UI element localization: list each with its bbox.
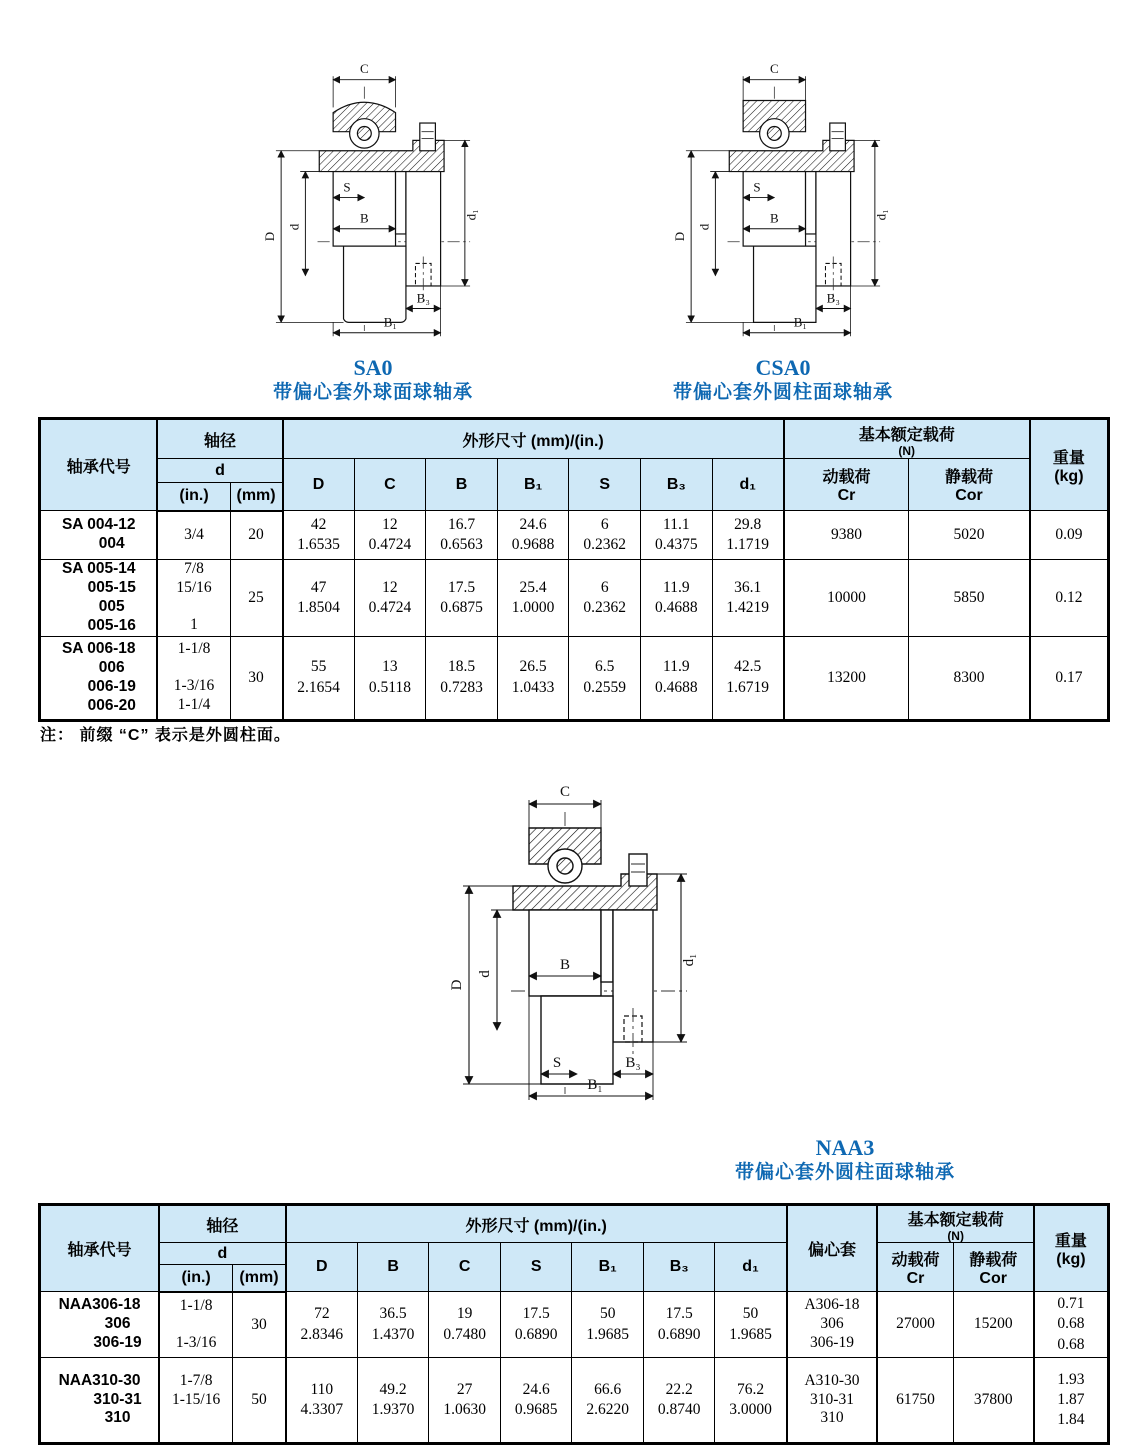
dim-label-C: C — [769, 60, 779, 76]
sa0-title: SA0 — [353, 355, 393, 380]
dim-label-C: C — [359, 60, 369, 76]
dim-cell-C: 12 0.4724 — [354, 511, 426, 560]
col-header-S: S — [569, 459, 641, 511]
col-header-d1: d₁ — [715, 1243, 787, 1292]
col-header-load-group — [877, 1205, 1033, 1243]
d-mm-cell: 50 — [233, 1358, 286, 1444]
dim-cell-B3: 11.9 0.4688 — [641, 636, 713, 720]
col-header-D: D — [286, 1243, 358, 1292]
weight-label: 重量 — [1052, 449, 1085, 467]
col-header-B3: B₃ — [643, 1243, 715, 1292]
d-mm-cell: 30 — [233, 1292, 286, 1358]
cr-cell: 13200 — [784, 636, 909, 720]
col-header-d: d — [157, 459, 282, 483]
dim-label-d1: d₁ — [873, 209, 889, 221]
dim-label-B3: B₃ — [416, 290, 430, 306]
weight-cell: 1.93 1.87 1.84 — [1034, 1358, 1109, 1444]
sa0-subtitle: 带偏心套外球面球轴承 — [272, 382, 473, 404]
cr-cell: 9380 — [784, 511, 909, 560]
dim-cell-d1: 76.2 3.0000 — [715, 1358, 787, 1444]
col-header-load-group — [784, 419, 1030, 459]
dim-label-D: D — [262, 231, 278, 242]
dim-cell-S: 17.5 0.6890 — [500, 1292, 572, 1358]
dim-label-d: d — [286, 223, 302, 231]
col-header-weight — [1030, 419, 1109, 511]
dim-cell-B: 17.5 0.6875 — [426, 560, 498, 637]
dim-label-B: B — [559, 957, 571, 973]
table-row — [40, 1358, 1109, 1444]
load-unit-label: (N) — [947, 1228, 964, 1243]
col-header-d: d — [159, 1243, 286, 1265]
cor-symbol: Cor — [955, 487, 983, 504]
dim-label-C: C — [559, 784, 571, 800]
naa3-drawing — [425, 778, 725, 1118]
col-header-C: C — [429, 1243, 501, 1292]
dim-cell-B: 49.2 1.9370 — [357, 1358, 429, 1444]
weight-cell: 0.71 0.68 0.68 — [1034, 1292, 1109, 1358]
weight-label: 重量 — [1054, 1233, 1087, 1250]
dim-label-B3: B₃ — [826, 290, 840, 306]
dim-cell-B: 16.7 0.6563 — [426, 511, 498, 560]
d-mm-cell: 25 — [230, 560, 282, 637]
dim-label-B1: B₁ — [793, 314, 807, 330]
table-row — [40, 511, 1109, 560]
naa3-title: NAA3 — [815, 1135, 875, 1160]
cr-label: 动载荷 — [822, 469, 871, 486]
dim-cell-B: 36.5 1.4370 — [357, 1292, 429, 1358]
col-header-B1: B₁ — [497, 459, 569, 511]
sleeve-cell: A306-18 306 306-19 — [787, 1292, 878, 1358]
d-in-cell: 1-7/8 1-15/16 — [159, 1358, 233, 1444]
cr-label: 动载荷 — [891, 1251, 940, 1269]
dim-cell-S: 24.6 0.9685 — [500, 1358, 572, 1444]
sa0-drawing — [243, 57, 503, 352]
naa3-title-block — [713, 1136, 977, 1186]
dim-cell-D: 42 1.6535 — [283, 511, 355, 560]
cr-symbol: Cr — [837, 487, 856, 504]
d-in-cell: 7/8 15/16 1 — [157, 560, 230, 637]
load-unit-label: (N) — [898, 443, 916, 458]
dim-label-S: S — [552, 1055, 562, 1071]
load-group-label: 基本额定载荷 — [907, 1211, 1004, 1229]
col-header-D: D — [283, 459, 355, 511]
dim-cell-D: 47 1.8504 — [283, 560, 355, 637]
cor-cell: 5020 — [909, 511, 1030, 560]
dim-label-d: d — [696, 223, 712, 231]
col-header-C: C — [354, 459, 426, 511]
dim-cell-B1: 66.6 2.6220 — [572, 1358, 644, 1444]
cr-cell: 61750 — [877, 1358, 953, 1444]
cr-symbol: Cr — [906, 1269, 925, 1287]
col-header-cr — [784, 459, 909, 511]
cr-cell: 27000 — [877, 1292, 953, 1358]
dim-cell-S: 6 0.2362 — [569, 560, 641, 637]
bearing-code-cell: SA 004-12 004 — [40, 511, 158, 560]
cr-cell: 10000 — [784, 560, 909, 637]
dim-label-D: D — [449, 979, 465, 991]
load-group-label: 基本额定载荷 — [858, 426, 955, 444]
table-row — [40, 636, 1109, 720]
dim-cell-d1: 29.8 1.1719 — [712, 511, 784, 560]
col-header-weight — [1034, 1205, 1109, 1292]
col-header-S: S — [500, 1243, 572, 1292]
bearing-code-cell: SA 006-18 006 006-19 006-20 — [40, 636, 158, 720]
col-header-cor — [953, 1243, 1034, 1292]
dim-cell-D: 72 2.8346 — [286, 1292, 358, 1358]
weight-unit-label: (kg) — [1056, 1251, 1086, 1268]
naa3-subtitle: 带偏心套外圆柱面球轴承 — [734, 1162, 955, 1184]
dim-cell-C: 13 0.5118 — [354, 636, 426, 720]
dim-label-B: B — [359, 210, 369, 226]
cor-label: 静载荷 — [944, 469, 993, 486]
col-header-in: (in.) — [157, 483, 230, 511]
col-header-bearing-code: 轴承代号 — [40, 1205, 160, 1292]
dim-label-S: S — [343, 179, 351, 195]
bearing-code-cell: NAA306-18 306 306-19 — [40, 1292, 160, 1358]
col-header-cr — [877, 1243, 953, 1292]
dim-label-d1: d₁ — [681, 953, 697, 967]
dim-cell-B3: 11.9 0.4688 — [641, 560, 713, 637]
sa0-title-block — [241, 356, 505, 406]
dim-label-B3: B₃ — [625, 1055, 641, 1071]
cor-cell: 5850 — [909, 560, 1030, 637]
dim-label-B1: B₁ — [587, 1077, 603, 1093]
col-header-cor — [909, 459, 1030, 511]
dim-cell-C: 19 0.7480 — [429, 1292, 501, 1358]
dim-cell-d1: 36.1 1.4219 — [712, 560, 784, 637]
bearing-code-cell: SA 005-14 005-15 005 005-16 — [40, 560, 158, 637]
d-mm-cell: 20 — [230, 511, 282, 560]
dim-label-B: B — [769, 210, 779, 226]
dim-cell-B1: 24.6 0.9688 — [497, 511, 569, 560]
dim-label-d: d — [477, 970, 493, 978]
table-naa3-specs — [38, 1203, 1110, 1445]
dim-cell-D: 55 2.1654 — [283, 636, 355, 720]
col-header-B3: B₃ — [641, 459, 713, 511]
weight-cell: 0.12 — [1030, 560, 1109, 637]
csa0-title: CSA0 — [755, 355, 811, 380]
csa0-drawing — [653, 57, 913, 352]
dim-cell-C: 27 1.0630 — [429, 1358, 501, 1444]
cor-label: 静载荷 — [969, 1251, 1018, 1269]
col-header-mm: (mm) — [230, 483, 282, 511]
dim-cell-S: 6.5 0.2559 — [569, 636, 641, 720]
dim-cell-B1: 50 1.9685 — [572, 1292, 644, 1358]
dim-cell-D: 110 4.3307 — [286, 1358, 358, 1444]
weight-cell: 0.17 — [1030, 636, 1109, 720]
dim-cell-B3: 11.1 0.4375 — [641, 511, 713, 560]
dim-label-B1: B₁ — [383, 314, 397, 330]
col-header-in: (in.) — [159, 1265, 233, 1292]
dim-cell-B1: 25.4 1.0000 — [497, 560, 569, 637]
col-header-B1: B₁ — [572, 1243, 644, 1292]
d-in-cell: 1-1/8 1-3/16 1-1/4 — [157, 636, 230, 720]
dim-cell-B3: 17.5 0.6890 — [643, 1292, 715, 1358]
col-header-d1: d₁ — [712, 459, 784, 511]
col-header-sleeve: 偏心套 — [787, 1205, 878, 1292]
csa0-subtitle: 带偏心套外圆柱面球轴承 — [672, 382, 893, 404]
d-mm-cell: 30 — [230, 636, 282, 720]
table-row — [40, 1292, 1109, 1358]
table-sa0-specs — [38, 417, 1110, 722]
col-header-dims-group: 外形尺寸 (mm)/(in.) — [283, 419, 784, 459]
dim-cell-S: 6 0.2362 — [569, 511, 641, 560]
dim-label-d1: d₁ — [463, 209, 479, 221]
cor-cell: 37800 — [953, 1358, 1034, 1444]
col-header-B: B — [426, 459, 498, 511]
col-header-shaft-dia: 轴径 — [159, 1205, 286, 1243]
col-header-dims-group: 外形尺寸 (mm)/(in.) — [286, 1205, 787, 1243]
bearing-code-cell: NAA310-30 310-31 310 — [40, 1358, 160, 1444]
csa0-title-block — [651, 356, 915, 406]
d-in-cell: 1-1/8 1-3/16 — [159, 1292, 233, 1358]
col-header-mm: (mm) — [233, 1265, 286, 1292]
col-header-bearing-code: 轴承代号 — [40, 419, 158, 511]
dim-cell-d1: 50 1.9685 — [715, 1292, 787, 1358]
dim-cell-B1: 26.5 1.0433 — [497, 636, 569, 720]
d-in-cell: 3/4 — [157, 511, 230, 560]
dim-cell-B: 18.5 0.7283 — [426, 636, 498, 720]
table-row — [40, 560, 1109, 637]
weight-unit-label: (kg) — [1054, 467, 1084, 485]
table-note: 注： 前缀 “C” 表示是外圆柱面。 — [40, 727, 291, 744]
dim-label-S: S — [753, 179, 761, 195]
col-header-B: B — [357, 1243, 429, 1292]
weight-cell: 0.09 — [1030, 511, 1109, 560]
sleeve-cell: A310-30 310-31 310 — [787, 1358, 878, 1444]
dim-label-D: D — [672, 231, 688, 242]
col-header-shaft-dia: 轴径 — [157, 419, 282, 459]
cor-cell: 8300 — [909, 636, 1030, 720]
dim-cell-C: 12 0.4724 — [354, 560, 426, 637]
dim-cell-B3: 22.2 0.8740 — [643, 1358, 715, 1444]
cor-symbol: Cor — [979, 1269, 1007, 1287]
cor-cell: 15200 — [953, 1292, 1034, 1358]
dim-cell-d1: 42.5 1.6719 — [712, 636, 784, 720]
